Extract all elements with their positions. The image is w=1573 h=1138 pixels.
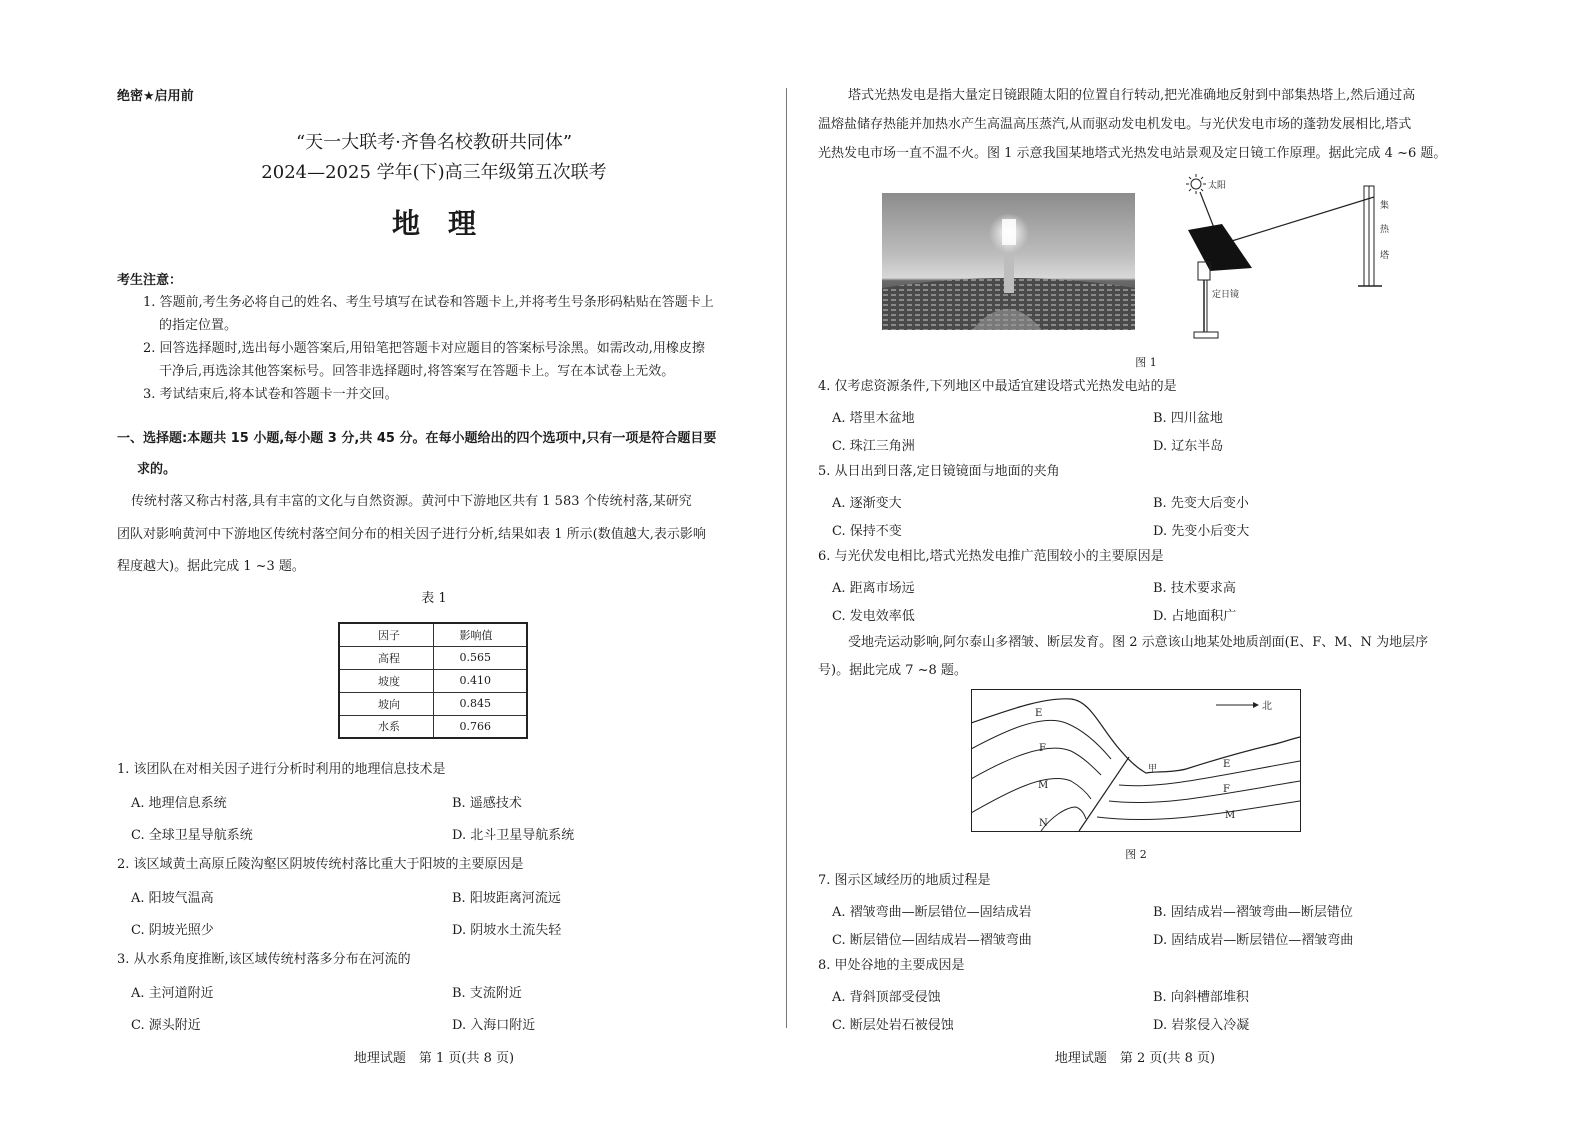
notice-line: 干净后,再选涂其他答案标号。回答非选择题时,将答案写在答题卡上。写在本试卷上无效。 xyxy=(159,364,675,379)
q6-option-c[interactable]: C. 发电效率低 xyxy=(832,609,915,624)
layer-label-m: M xyxy=(1225,810,1236,821)
fig2-caption: 图 2 xyxy=(1125,848,1147,861)
q7-option-a[interactable]: A. 褶皱弯曲—断层错位—固结成岩 xyxy=(832,905,1032,920)
table-row xyxy=(339,715,527,738)
question-1: 1. 该团队在对相关因子进行分析时利用的地理信息技术是 xyxy=(117,762,446,777)
layer-label-e: E xyxy=(1035,708,1043,719)
tower-label: 塔 xyxy=(1380,251,1390,261)
passage-line: 团队对影响黄河中下游地区传统村落空间分布的相关因子进行分析,结果如表 1 所示(数值越大,表示影响 xyxy=(117,527,706,542)
table-cell: 0.845 xyxy=(433,692,527,715)
table-row xyxy=(339,669,527,692)
question-7: 7. 图示区域经历的地质过程是 xyxy=(818,873,991,888)
q8-option-c[interactable]: C. 断层处岩石被侵蚀 xyxy=(832,1018,954,1033)
exam-title-1: “天一大联考·齐鲁名校教研共同体” xyxy=(295,132,573,153)
solar-tower-photo xyxy=(882,193,1135,330)
notice-line: 1. 答题前,考生务必将自己的姓名、考生号填写在试卷和答题卡上,并将考生号条形码粘贴在答题卡上 xyxy=(143,295,714,310)
question-4: 4. 仅考虑资源条件,下列地区中最适宜建设塔式光热发电站的是 xyxy=(818,379,1177,394)
passage-line: 程度越大)。据此完成 1 ~3 题。 xyxy=(117,559,305,574)
table-cell: 0.766 xyxy=(433,715,527,738)
table-cell: 坡向 xyxy=(339,692,433,715)
geologic-section xyxy=(971,689,1301,832)
layer-label-e: E xyxy=(1223,759,1231,770)
q4-option-a[interactable]: A. 塔里木盆地 xyxy=(832,411,915,426)
table-caption: 表 1 xyxy=(421,591,447,606)
q5-option-c[interactable]: C. 保持不变 xyxy=(832,524,902,539)
factor-table xyxy=(338,622,528,739)
table-cell: 0.410 xyxy=(433,669,527,692)
q3-option-d[interactable]: D. 入海口附近 xyxy=(452,1018,536,1033)
q2-option-c[interactable]: C. 阴坡光照少 xyxy=(131,923,214,938)
q2-option-d[interactable]: D. 阴坡水土流失轻 xyxy=(452,923,562,938)
layer-label-n: N xyxy=(1039,818,1048,829)
q7-option-d[interactable]: D. 固结成岩—断层错位—褶皱弯曲 xyxy=(1153,933,1354,948)
question-8: 8. 甲处谷地的主要成因是 xyxy=(818,958,965,973)
question-2: 2. 该区域黄土高原丘陵沟壑区阴坡传统村落比重大于阳坡的主要原因是 xyxy=(117,857,524,872)
q6-option-a[interactable]: A. 距离市场远 xyxy=(832,581,915,596)
table-cell: 水系 xyxy=(339,715,433,738)
layer-label-m: M xyxy=(1038,780,1049,791)
heliostat-diagram xyxy=(1180,172,1400,344)
q8-option-a[interactable]: A. 背斜顶部受侵蚀 xyxy=(832,990,941,1005)
notice-line: 3. 考试结束后,将本试卷和答题卡一并交回。 xyxy=(143,387,398,402)
tower-label: 热 xyxy=(1380,225,1390,235)
table-row xyxy=(339,692,527,715)
passage-line: 受地壳运动影响,阿尔泰山多褶皱、断层发育。图 2 示意该山地某处地质剖面(E、F、M、N 为地层序 xyxy=(848,635,1429,650)
subject-title: 地 理 xyxy=(391,207,476,240)
page-divider xyxy=(786,88,787,1028)
table-header-cell: 因子 xyxy=(339,623,433,646)
q3-option-c[interactable]: C. 源头附近 xyxy=(131,1018,201,1033)
sun-icon xyxy=(1186,174,1206,194)
question-6: 6. 与光伏发电相比,塔式光热发电推广范围较小的主要原因是 xyxy=(818,549,1164,564)
q4-option-d[interactable]: D. 辽东半岛 xyxy=(1153,439,1224,454)
table-cell: 坡度 xyxy=(339,669,433,692)
q8-option-b[interactable]: B. 向斜槽部堆积 xyxy=(1153,990,1249,1005)
question-3: 3. 从水系角度推断,该区域传统村落多分布在河流的 xyxy=(117,952,411,967)
page-footer: 地理试题 第 2 页(共 8 页) xyxy=(1054,1051,1216,1066)
layer-label-f: F xyxy=(1223,784,1230,795)
table-cell: 0.565 xyxy=(433,646,527,669)
heliostat-label: 定日镜 xyxy=(1212,290,1240,300)
section-heading: 一、选择题:本题共 15 小题,每小题 3 分,共 45 分。在每小题给出的四个选项中,只有一项是符合题目要 xyxy=(117,431,717,446)
passage-line: 传统村落又称古村落,具有丰富的文化与自然资源。黄河中下游地区共有 1 583 个传统村落,某研究 xyxy=(131,494,692,509)
q5-option-d[interactable]: D. 先变小后变大 xyxy=(1153,524,1250,539)
exam-title-2: 2024—2025 学年(下)高三年级第五次联考 xyxy=(261,162,607,183)
tower-label: 集 xyxy=(1380,201,1390,211)
passage-line: 温熔盐储存热能并加热水产生高温高压蒸汽,从而驱动发电机发电。与光伏发电市场的蓬勃发展相比,塔式 xyxy=(818,117,1412,132)
q2-option-b[interactable]: B. 阳坡距离河流远 xyxy=(452,891,561,906)
table-header-cell: 影响值 xyxy=(433,623,527,646)
valley-label: 甲 xyxy=(1148,764,1158,774)
table-row xyxy=(339,646,527,669)
passage-line: 号)。据此完成 7 ~8 题。 xyxy=(818,663,967,678)
notice-line: 2. 回答选择题时,选出每小题答案后,用铅笔把答题卡对应题目的答案标号涂黑。如需改动,用橡皮擦 xyxy=(143,341,705,356)
q7-option-c[interactable]: C. 断层错位—固结成岩—褶皱弯曲 xyxy=(832,933,1032,948)
secret-label: 绝密★启用前 xyxy=(117,89,194,104)
q2-option-a[interactable]: A. 阳坡气温高 xyxy=(131,891,214,906)
notice-heading: 考生注意： xyxy=(117,273,183,288)
q6-option-b[interactable]: B. 技术要求高 xyxy=(1153,581,1236,596)
question-5: 5. 从日出到日落,定日镜镜面与地面的夹角 xyxy=(818,464,1060,479)
page-footer: 地理试题 第 1 页(共 8 页) xyxy=(353,1051,515,1066)
q5-option-a[interactable]: A. 逐渐变大 xyxy=(832,496,902,511)
q8-option-d[interactable]: D. 岩浆侵入冷凝 xyxy=(1153,1018,1250,1033)
north-label: 北 xyxy=(1262,701,1272,712)
q1-option-d[interactable]: D. 北斗卫星导航系统 xyxy=(452,828,575,843)
table-cell: 高程 xyxy=(339,646,433,669)
table-header-row xyxy=(339,623,527,646)
q3-option-b[interactable]: B. 支流附近 xyxy=(452,986,522,1001)
q7-option-b[interactable]: B. 固结成岩—褶皱弯曲—断层错位 xyxy=(1153,905,1353,920)
q4-option-b[interactable]: B. 四川盆地 xyxy=(1153,411,1223,426)
notice-line: 的指定位置。 xyxy=(159,318,238,333)
q3-option-a[interactable]: A. 主河道附近 xyxy=(131,986,214,1001)
q1-option-b[interactable]: B. 遥感技术 xyxy=(452,796,522,811)
layer-label-f: F xyxy=(1039,743,1046,754)
q6-option-d[interactable]: D. 占地面积广 xyxy=(1153,609,1237,624)
passage-line: 塔式光热发电是指大量定日镜跟随太阳的位置自行转动,把光准确地反射到中部集热塔上,然后通过高 xyxy=(848,88,1416,103)
q5-option-b[interactable]: B. 先变大后变小 xyxy=(1153,496,1249,511)
fig1-caption: 图 1 xyxy=(1135,356,1157,369)
q4-option-c[interactable]: C. 珠江三角洲 xyxy=(832,439,915,454)
sun-label: 太阳 xyxy=(1208,181,1227,191)
q1-option-a[interactable]: A. 地理信息系统 xyxy=(131,796,227,811)
q1-option-c[interactable]: C. 全球卫星导航系统 xyxy=(131,828,253,843)
passage-line: 光热发电市场一直不温不火。图 1 示意我国某地塔式光热发电站景观及定日镜工作原理。据此完成 4 ~6 题。 xyxy=(818,146,1447,161)
section-heading-cont: 求的。 xyxy=(137,462,177,477)
